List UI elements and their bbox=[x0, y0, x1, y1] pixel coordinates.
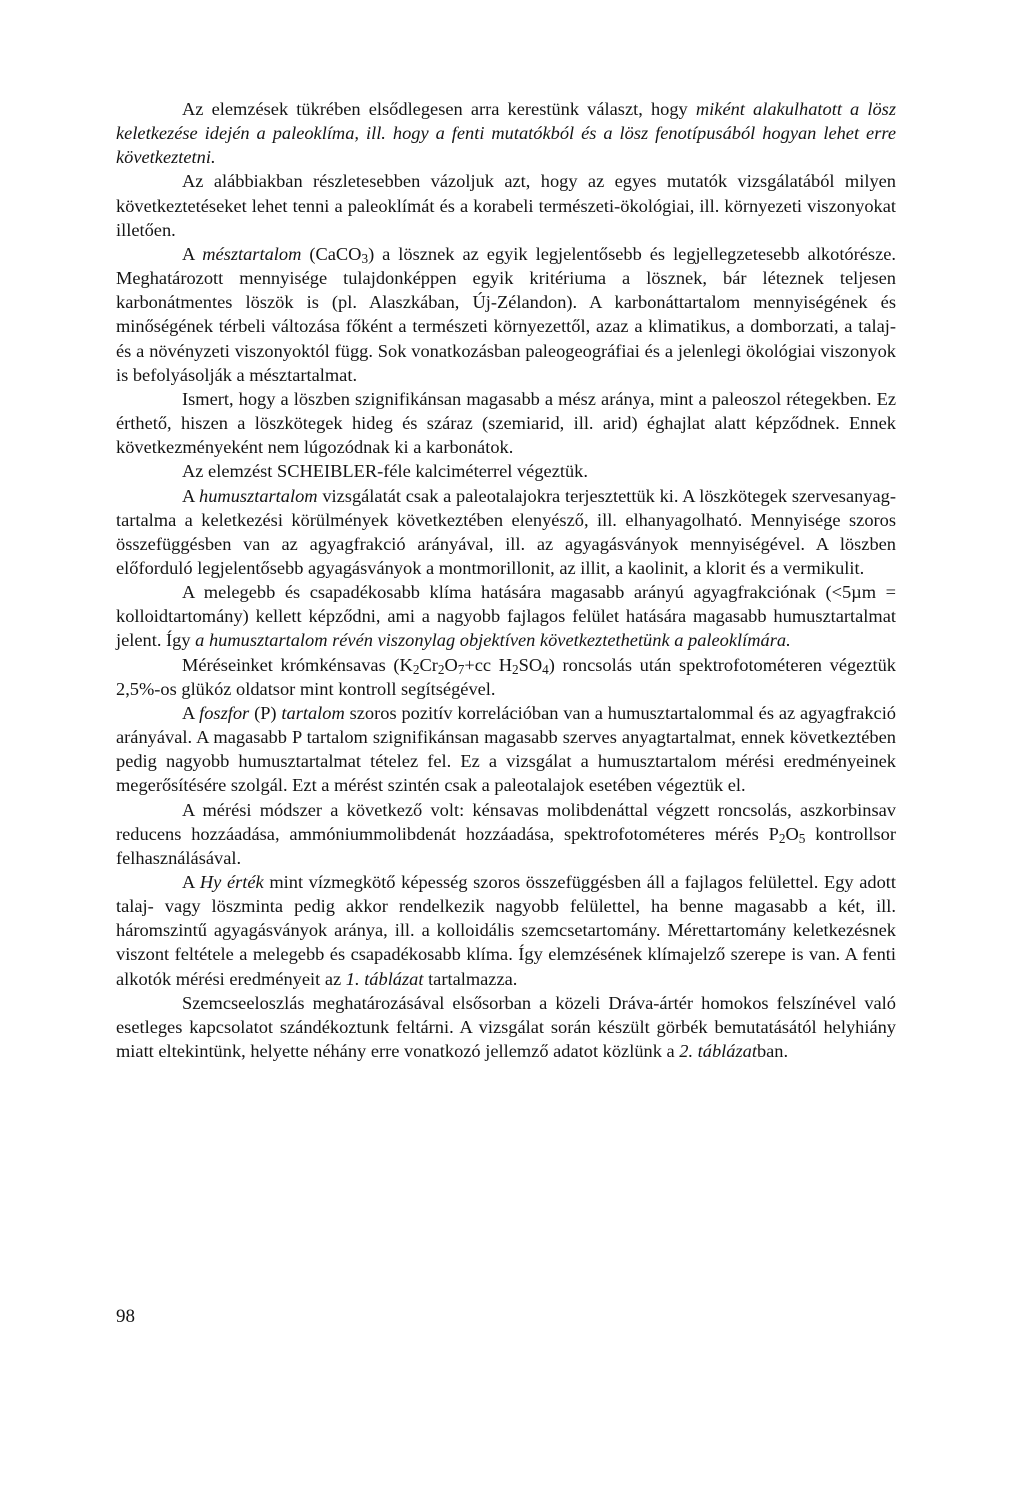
text-run: Szemcseeloszlás meghatározásával elsősorban a közeli Dráva-ártér homokos felszínével való esetleges kapcsolatot szándékoztunk feltárni. A vizsgálat során készült görbék bemutatásától helyhiány miatt eltekintünk, helyette néhány erre vonatkozó jellemző adatot közlünk a bbox=[116, 992, 896, 1062]
paragraph bbox=[116, 580, 896, 652]
text-run: A mérési módszer a következő volt: kénsavas molibdenáttal végzett roncsolás, aszkorbinsav reducens hozzáadása, ammóniummolibdenát hozzáadása, spektrofotométeres mérés P bbox=[116, 799, 896, 844]
subscript-text: 2 bbox=[512, 661, 519, 677]
text-run: ) roncsolás után spektrofotométeren végeztük 2,5%-os glükóz oldatsor mint kontroll segítségével. bbox=[116, 654, 897, 699]
italic-text: mésztartalom bbox=[202, 243, 302, 264]
text-run: SO bbox=[518, 654, 543, 675]
subscript-text: 3 bbox=[361, 250, 369, 266]
subscript-text: 5 bbox=[798, 830, 806, 846]
text-run: Az elemzést SCHEIBLER-féle kalciméterrel végeztük. bbox=[182, 461, 588, 482]
text-run: ) a lösznek az egyik legjelentősebb és legjellegzetesebb alkotórésze. Meghatározott mennyisége tulajdonképpen egyik kritériuma a lösznek, bár léteznek teljesen karbonátmentes löszök is (pl. Alaszkában, Új-Zélandon). A karbonáttartalom mennyiségének és minőségének térbeli változása főként a természeti környezettől, azaz a klimatikus, a domborzati, a talaj- és a növényzeti viszonyoktól függ. Sok vonatkozásban paleogeográfiai és a jelenlegi ökológiai viszonyok is befolyásolják a mésztartalmat. bbox=[116, 243, 896, 385]
page-body bbox=[116, 97, 896, 1063]
paragraph bbox=[116, 387, 896, 459]
paragraph bbox=[116, 97, 896, 169]
subscript-text: 2 bbox=[778, 830, 786, 846]
italic-text: miként alakulhatott a lösz keletkezése idején a paleoklíma, ill. hogy a fenti mutatókból és a lösz fenotípusából hogyan lehet erre következtetni. bbox=[116, 99, 896, 168]
page-number: 98 bbox=[116, 1306, 135, 1327]
text-run: ban. bbox=[756, 1041, 789, 1062]
text-run: A bbox=[182, 243, 203, 264]
paragraph bbox=[116, 169, 896, 241]
paragraph bbox=[116, 242, 896, 387]
text-run: (CaCO bbox=[301, 243, 362, 264]
text-run: A bbox=[182, 702, 200, 723]
italic-text: humusztartalom bbox=[199, 485, 318, 506]
text-run: szoros pozitív korrelációban van a humusztartalommal és az agyagfrakció arányával. A magasabb P tartalom szignifikánsan magasabb szerves anyagtartalmat, ennek következtében pedig nagyobb humusztartalmat tételez fel. Ez a vizsgálat a humusztartalom mérési eredményeinek megerősítésére szolgál. Ezt a mérést szintén csak a paleotalajok esetében végeztük el. bbox=[116, 702, 896, 796]
text-run: mint vízmegkötő képesség szoros összefüggésben áll a fajlagos felülettel. Egy adott talaj- vagy löszminta pedig akkor rendelkezik nagyobb felülettel, ha benne magasabb a két, ill. háromszintű agyagásványok aránya, ill. a kolloidális szemcsetartomány. Mérettartomány keletkezésnek viszont feltétele a melegebb és csapadékosabb klíma. Így elemzésének klímajelző szerepe is van. A fenti alkotók mérési eredményeit az bbox=[116, 872, 896, 989]
subscript-text: 7 bbox=[457, 661, 465, 677]
text-run: A bbox=[182, 872, 200, 892]
subscript-text: 4 bbox=[542, 661, 549, 677]
text-run: (P) bbox=[249, 702, 282, 723]
text-run: Méréseinket krómkénsavas (K bbox=[182, 654, 413, 675]
subscript-text: 2 bbox=[412, 661, 420, 677]
paragraph bbox=[116, 653, 896, 701]
text-run: O bbox=[444, 654, 458, 675]
text-run: tartalmazza. bbox=[423, 968, 518, 989]
paragraph bbox=[116, 459, 896, 483]
italic-text: a humusztartalom révén viszonylag objektíven következtethetünk a paleoklímára. bbox=[195, 630, 791, 651]
italic-text: tartalom bbox=[281, 702, 345, 723]
italic-text: 2. táblázat bbox=[679, 1041, 757, 1062]
text-run: Cr bbox=[419, 654, 438, 675]
text-run: kontrollsor felhasználásával. bbox=[116, 823, 896, 868]
paragraph bbox=[116, 484, 896, 581]
text-run: Ismert, hogy a löszben szignifikánsan magasabb a mész aránya, mint a paleoszol rétegekben. Ez érthető, hiszen a löszkötegek hideg és száraz (szemiarid, ill. arid) éghajlat alatt képződnek. Ennek következményeként nem lúgozódnak ki a karbonátok. bbox=[116, 388, 896, 458]
subscript-text: 2 bbox=[437, 661, 445, 677]
italic-text: foszfor bbox=[199, 702, 250, 723]
paragraph bbox=[116, 701, 896, 798]
text-run: O bbox=[785, 823, 799, 844]
paragraph bbox=[116, 798, 896, 870]
text-run: vizsgálatát csak a paleotalajokra terjesztettük ki. A löszkötegek szervesanyag-tartalma a keletkezési körülmények következtében elenyésző, ill. elhanyagolható. Mennyisége szoros összefüggésben van az agyagfrakció arányával, ill. az agyagásványok mennyiségével. A löszben előforduló legjelentősebb agyagásványok a montmorillonit, az illit, a kaolinit, a klorit és a vermikulit. bbox=[116, 485, 896, 578]
paragraph bbox=[116, 870, 896, 991]
paragraph bbox=[116, 991, 896, 1063]
text-run: Az alábbiakban részletesebben vázoljuk azt, hogy az egyes mutatók vizsgálatából milyen következtetéseket lehet tenni a paleoklímát és a korabeli természeti-ökológiai, ill. környezeti viszonyokat illetően. bbox=[116, 171, 896, 240]
text-run: A bbox=[182, 485, 200, 506]
text-run: Az elemzések tükrében elsődlegesen arra kerestünk választ, hogy bbox=[182, 99, 696, 119]
italic-text: Hy érték bbox=[199, 872, 264, 892]
text-run: A melegebb és csapadékosabb klíma hatására magasabb arányú agyagfrakciónak (<5µm = kolloidtartomány) kellett képződni, ami a nagyobb fajlagos felület hatására magasabb humusztartalmat jelent. Így bbox=[116, 582, 896, 651]
text-run: +cc H bbox=[464, 654, 513, 675]
italic-text: 1. táblázat bbox=[345, 968, 424, 989]
